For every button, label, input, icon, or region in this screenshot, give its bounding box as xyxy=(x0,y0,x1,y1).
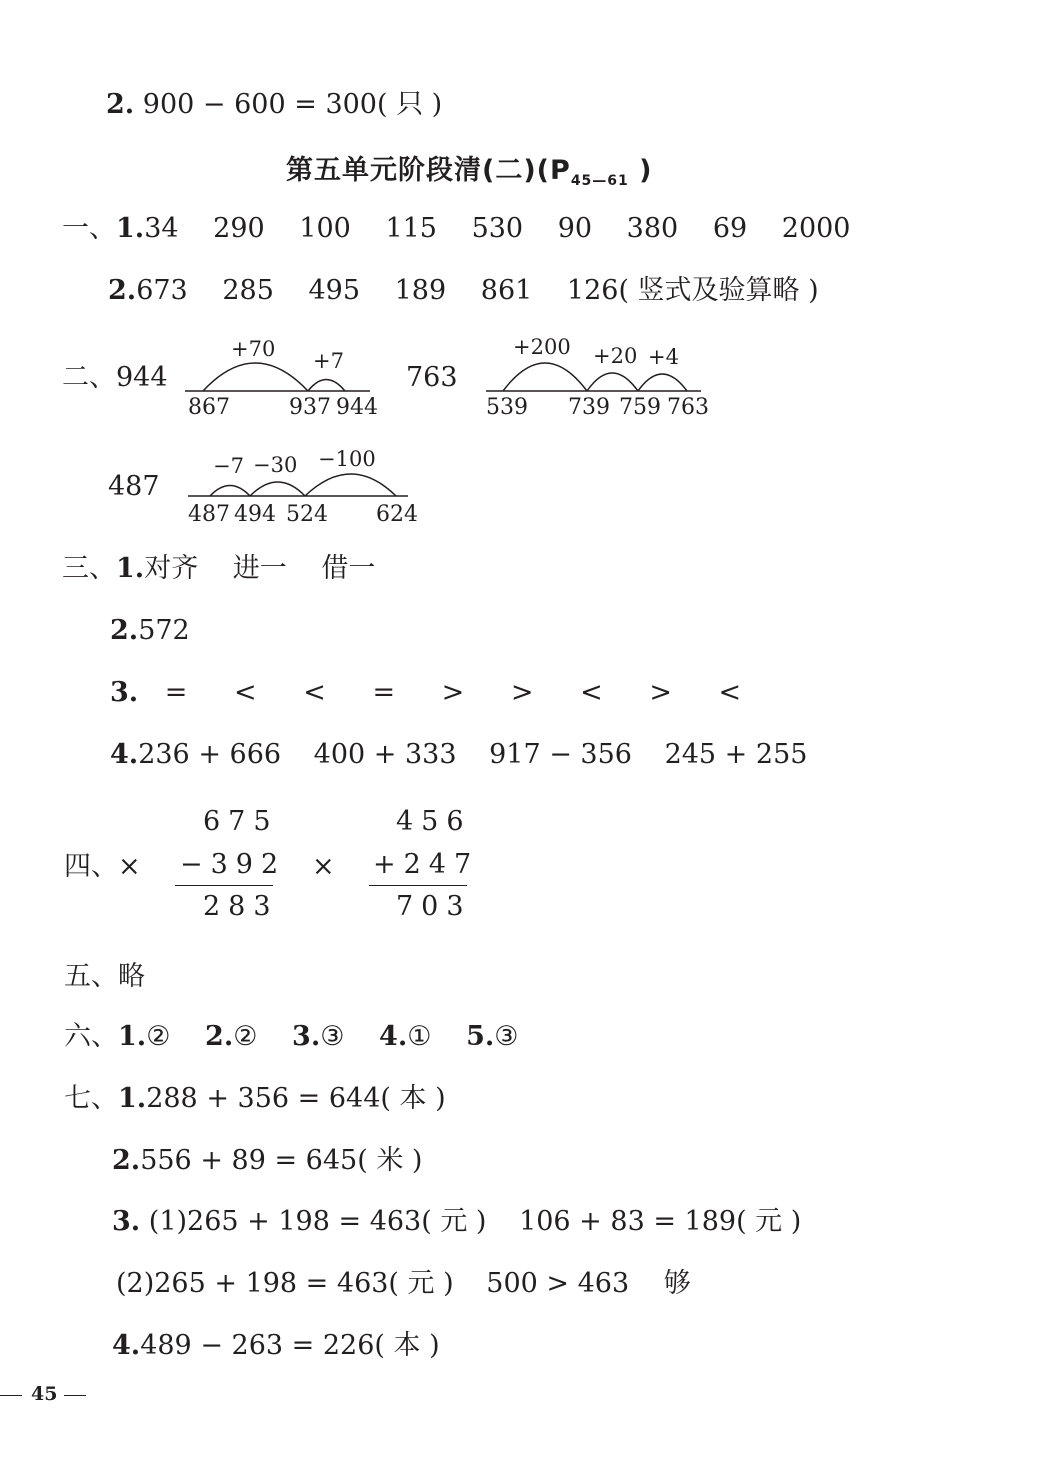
jump-arc xyxy=(587,373,638,391)
tick-label: 494 xyxy=(234,502,276,527)
answer-text: 500 > 463 xyxy=(486,1268,630,1299)
tick-label: 867 xyxy=(188,395,230,420)
answer-value: 90 xyxy=(557,213,593,244)
answer-value: 借一 xyxy=(321,553,376,584)
jump-label: −30 xyxy=(253,453,298,477)
s4-mark-2 xyxy=(312,850,335,884)
s5-line xyxy=(64,960,145,994)
question-number: 2 xyxy=(110,615,129,646)
question-number: 2 xyxy=(112,1145,131,1176)
jump-label: +4 xyxy=(648,345,679,369)
answer-value: 763 xyxy=(406,362,458,393)
tick-label: 763 xyxy=(667,395,709,420)
s1-q2: 2.673 285 495 189 861 126( 竖式及验算略 ) xyxy=(108,275,819,306)
vertical-calc-top: 675 xyxy=(203,806,279,837)
wrong-mark: × xyxy=(118,851,141,882)
section-label: 六、 xyxy=(64,1021,118,1052)
compare-symbol: < xyxy=(580,677,603,708)
answer-value: 944 xyxy=(116,362,168,393)
page-number: 45 xyxy=(31,1383,58,1405)
answer-value: 189 xyxy=(394,275,447,306)
s2-answer-1 xyxy=(62,361,168,395)
answer-value: 对齐 xyxy=(144,553,199,584)
compare-symbol: = xyxy=(164,677,188,708)
answer-text: 900 − 600 = 300( 只 ) xyxy=(142,89,443,120)
jump-label: −100 xyxy=(318,447,376,471)
question-number: 5 xyxy=(466,1021,485,1052)
answer-value: 126( 竖式及验算略 ) xyxy=(566,275,819,306)
jump-label: +7 xyxy=(313,349,344,373)
answer-value: 487 xyxy=(108,471,160,502)
jump-label: −7 xyxy=(213,454,244,478)
question-number: 3 xyxy=(110,677,129,708)
choice-answer: ③ xyxy=(494,1021,519,1052)
tick-label: 937 xyxy=(289,395,331,420)
s2-answer-3 xyxy=(108,470,160,504)
choice-answer: ① xyxy=(407,1021,432,1052)
operator: + xyxy=(373,849,404,880)
vertical-calc-second xyxy=(180,849,286,880)
compare-symbol: > xyxy=(649,677,672,708)
section-label: 七、 xyxy=(64,1083,118,1114)
answer-text: 106 + 83 = 189( 元 ) xyxy=(519,1206,802,1237)
question-number: 4 xyxy=(112,1330,131,1361)
jump-arc xyxy=(203,363,308,391)
choice-answer: ③ xyxy=(320,1021,345,1052)
s7-q4: 4.489 − 263 = 226( 本 ) xyxy=(112,1330,440,1361)
operand: 392 xyxy=(210,849,287,880)
s4-label xyxy=(64,850,141,884)
answer-value: 495 xyxy=(308,275,361,306)
jump-arc xyxy=(250,482,305,496)
title-close: ) xyxy=(628,155,653,186)
vertical-calc-second xyxy=(373,849,479,880)
question-number: 4 xyxy=(110,739,129,770)
tick-label: 759 xyxy=(619,395,661,420)
operand: 247 xyxy=(403,849,480,880)
compare-symbol: > xyxy=(441,677,465,708)
jump-arc xyxy=(503,363,587,391)
tick-label: 524 xyxy=(286,502,328,527)
question-number: 3 xyxy=(112,1206,131,1237)
section-label: 三、 xyxy=(62,553,116,584)
answer-value: 245 + 255 xyxy=(664,739,808,770)
tick-label: 624 xyxy=(376,502,418,527)
jump-arc xyxy=(638,374,687,391)
compare-symbol: > xyxy=(510,677,534,708)
tick-label: 739 xyxy=(568,395,610,420)
answer-value: 略 xyxy=(118,961,145,992)
choice-answer: ② xyxy=(146,1021,171,1052)
compare-symbol: < xyxy=(718,677,742,708)
operator: − xyxy=(180,849,211,880)
question-number: 2 xyxy=(205,1021,224,1052)
answer-value: 100 xyxy=(299,213,351,244)
tick-label: 944 xyxy=(336,395,378,420)
question-number: 2 xyxy=(106,89,125,120)
section-label: 二、 xyxy=(62,362,116,393)
s7-q3-part1: 3. (1)265 + 198 = 463( 元 ) 106 + 83 = 189( 元 ) xyxy=(112,1206,802,1237)
s7-q3-part2 xyxy=(116,1267,691,1301)
jump-label: +70 xyxy=(231,337,276,361)
s3-q1: 三、1.对齐 进一 借一 xyxy=(62,553,376,584)
s3-q2: 2.572 xyxy=(110,615,190,646)
jump-label: +200 xyxy=(513,335,571,359)
footer-rule-right xyxy=(64,1395,86,1396)
s7-q1: 七、1.288 + 356 = 644( 本 ) xyxy=(64,1083,446,1114)
answer-value: 572 xyxy=(138,615,190,646)
answer-text: (2)265 + 198 = 463( 元 ) xyxy=(116,1268,454,1299)
section-label: 四、 xyxy=(64,851,118,882)
question-number: 1 xyxy=(116,553,135,584)
question-number: 1 xyxy=(118,1021,137,1052)
s2-answer-2 xyxy=(406,361,458,395)
answer-value: 2000 xyxy=(781,213,851,244)
answer-value: 进一 xyxy=(232,553,287,584)
answer-value: 400 + 333 xyxy=(313,739,457,770)
tick-label: 487 xyxy=(188,502,230,527)
s3-q4: 4.236 + 666 400 + 333 917 − 356 245 + 255 xyxy=(110,739,808,770)
answer-value: 236 + 666 xyxy=(138,739,282,770)
question-number: 1 xyxy=(118,1083,137,1114)
question-number: 3 xyxy=(292,1021,311,1052)
section-label: 五、 xyxy=(64,961,118,992)
question-number: 4 xyxy=(379,1021,398,1052)
answer-value: 69 xyxy=(712,213,748,244)
section-label: 一、 xyxy=(62,213,116,244)
wrong-mark: × xyxy=(312,851,335,882)
answer-line: 2. 900 − 600 = 300( 只 ) xyxy=(106,89,443,120)
answer-value: 861 xyxy=(480,275,533,306)
tick-label: 539 xyxy=(486,395,528,420)
answer-text: (1)265 + 198 = 463( 元 ) xyxy=(148,1206,487,1237)
jump-arc xyxy=(308,380,345,392)
vertical-calc-result: 283 xyxy=(203,891,279,922)
answer-value: 917 − 356 xyxy=(489,739,632,770)
number-line-diagram-3 xyxy=(188,440,418,540)
s7-q2: 2.556 + 89 = 645( 米 ) xyxy=(112,1145,423,1176)
answer-value: 530 xyxy=(471,213,524,244)
choice-answer: ② xyxy=(233,1021,258,1052)
answer-value: 380 xyxy=(626,213,679,244)
jump-arc xyxy=(210,486,250,497)
jump-arc xyxy=(305,474,396,496)
jump-label: +20 xyxy=(593,344,638,368)
number-line-diagram-2 xyxy=(486,330,716,430)
title-page-range: 45—61 xyxy=(570,173,629,189)
s6-line: 六、1.② 2.② 3.③ 4.① 5.③ xyxy=(64,1021,519,1052)
vertical-calc-top: 456 xyxy=(396,806,472,837)
vertical-calc-result: 703 xyxy=(396,891,472,922)
section-title xyxy=(286,148,653,189)
question-number: 2 xyxy=(108,275,127,306)
compare-symbol: < xyxy=(303,677,326,708)
title-text: 第五单元阶段清(二)(P xyxy=(286,155,571,186)
number-line-diagram-1 xyxy=(185,330,385,430)
answer-text: 够 xyxy=(663,1268,691,1299)
vertical-calc-rule xyxy=(175,885,273,886)
answer-text: 556 + 89 = 645( 米 ) xyxy=(140,1145,423,1176)
s1-q1: 一、1.34 290 100 115 530 90 380 69 2000 xyxy=(62,213,851,244)
question-number: 1 xyxy=(116,213,135,244)
answer-text: 489 − 263 = 226( 本 ) xyxy=(140,1330,440,1361)
compare-symbol: < xyxy=(234,677,257,708)
answer-text: 288 + 356 = 644( 本 ) xyxy=(146,1083,446,1114)
s3-q3: 3. = < < = > > < > < xyxy=(110,677,742,708)
compare-symbol: = xyxy=(372,677,396,708)
answer-value: 285 xyxy=(222,275,274,306)
vertical-calc-rule xyxy=(369,885,467,886)
footer-rule-left xyxy=(0,1395,22,1396)
answer-value: 34 xyxy=(144,213,179,244)
answer-value: 290 xyxy=(213,213,265,244)
answer-value: 115 xyxy=(385,213,437,244)
answer-value: 673 xyxy=(136,275,188,306)
